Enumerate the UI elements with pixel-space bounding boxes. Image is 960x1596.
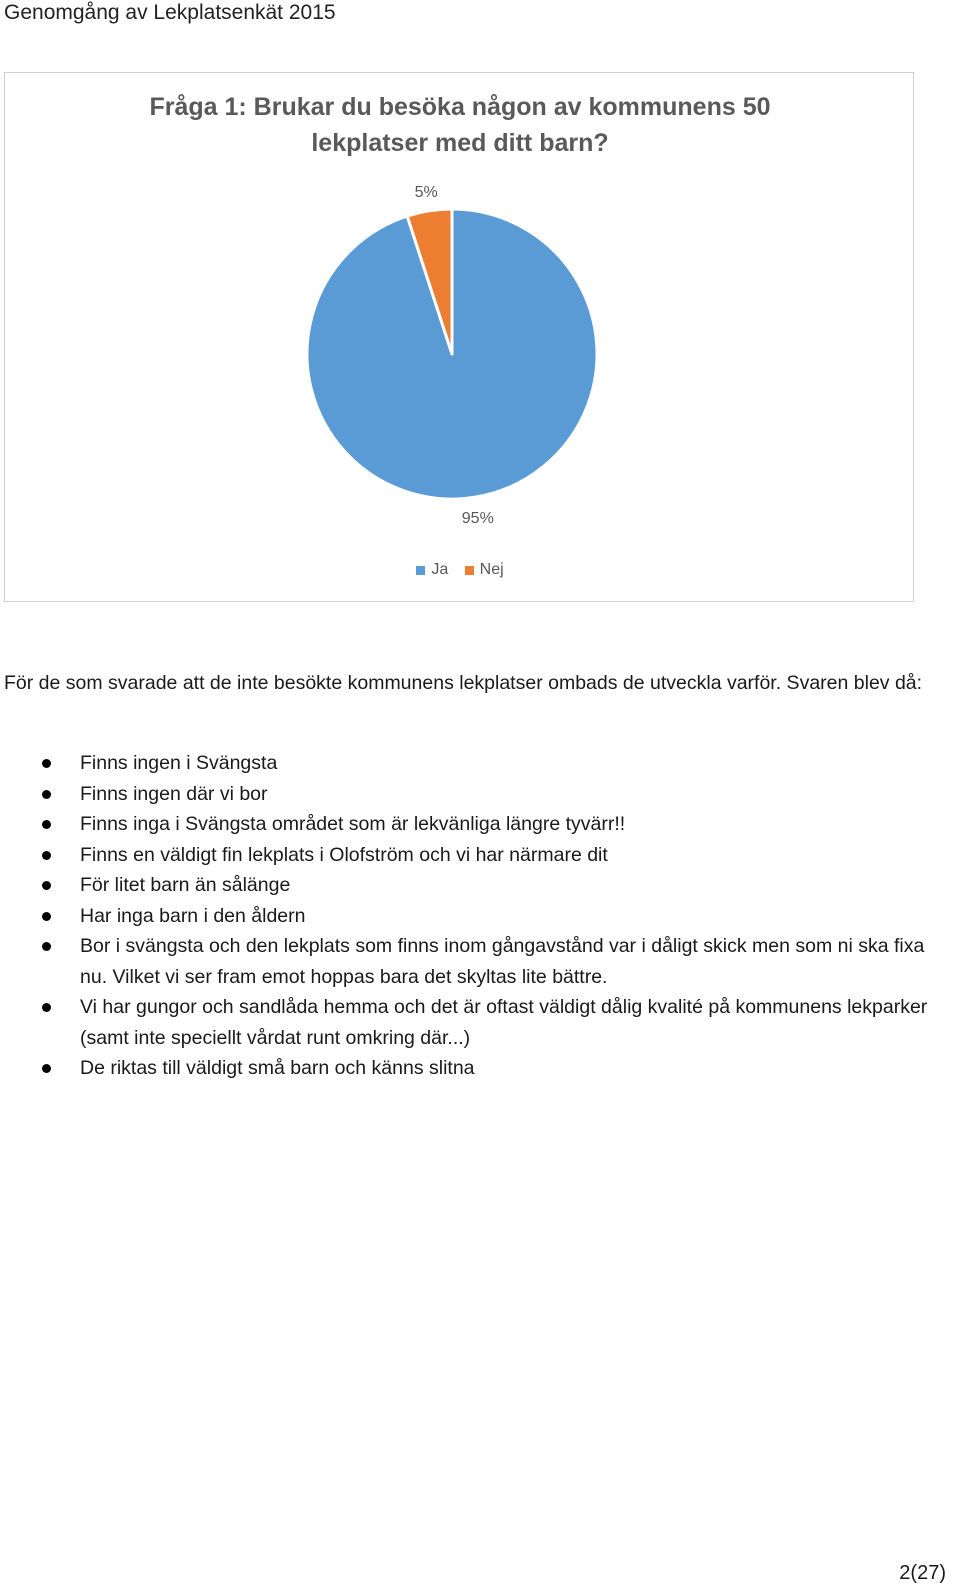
list-item	[0, 901, 960, 932]
bullet-icon	[42, 881, 51, 890]
bullet-icon	[42, 942, 51, 951]
legend-label-nej: Nej	[479, 561, 504, 578]
list-item	[0, 992, 960, 1053]
page-number: 2(27)	[899, 1562, 946, 1584]
list-item	[0, 1053, 960, 1084]
list-item-text: De riktas till väldigt små barn och känns slitna	[80, 1057, 475, 1079]
list-item-text: Finns ingen där vi bor	[80, 782, 268, 805]
bullet-icon	[42, 1003, 51, 1012]
bullet-icon	[42, 820, 51, 829]
chart-title-line-1: Fråga 1: Brukar du besöka någon av kommunens 50	[149, 93, 771, 121]
legend-swatch-nej	[465, 566, 474, 575]
list-item-text: Har inga barn i den åldern	[80, 904, 306, 927]
bullet-icon	[42, 912, 51, 921]
chart-title-line-2: lekplatser med ditt barn?	[311, 129, 609, 157]
legend-item-nej	[465, 561, 504, 579]
list-item-text: För litet barn än sålänge	[80, 874, 291, 896]
list-item-text: Bor i svängsta och den lekplats som finns inom gångavstånd var i dåligt skick men som ni ska fixa nu. Vilket vi ser fram emot hoppas bara det skyltas lite bättre.	[80, 935, 925, 988]
list-item	[0, 931, 960, 992]
list-item-text: Finns ingen i Svängsta	[80, 752, 278, 774]
pie-chart-container	[4, 72, 914, 602]
legend-item-ja	[416, 561, 448, 579]
document-header: Genomgång av Lekplatsenkät 2015	[4, 1, 336, 24]
list-item	[0, 779, 960, 810]
list-item-text: Finns inga i Svängsta området som är lekvänliga längre tyvärr!!	[80, 813, 626, 835]
intro-paragraph: För de som svarade att de inte besökte kommunens lekplatser ombads de utveckla varför. Svaren blev då:	[4, 672, 923, 694]
list-item	[0, 809, 960, 840]
bullet-icon	[42, 851, 51, 860]
legend-swatch-ja	[416, 566, 425, 575]
reasons-list	[0, 748, 960, 1084]
data-label-ja: 95%	[461, 510, 494, 527]
list-item	[0, 870, 960, 901]
pie-chart	[5, 73, 913, 601]
chart-legend	[5, 561, 915, 580]
list-item-text: Vi har gungor och sandlåda hemma och det är oftast väldigt dålig kvalité på kommunens lekparker (samt inte speciellt vårdat runt omkring där...)	[80, 996, 928, 1049]
list-item	[0, 840, 960, 871]
bullet-icon	[42, 790, 51, 799]
bullet-icon	[42, 1064, 51, 1073]
list-item-text: Finns en väldigt fin lekplats i Olofström och vi har närmare dit	[80, 843, 608, 866]
legend-label-ja: Ja	[431, 561, 449, 578]
data-label-nej: 5%	[414, 184, 438, 201]
list-item	[0, 748, 960, 779]
bullet-icon	[42, 759, 51, 768]
